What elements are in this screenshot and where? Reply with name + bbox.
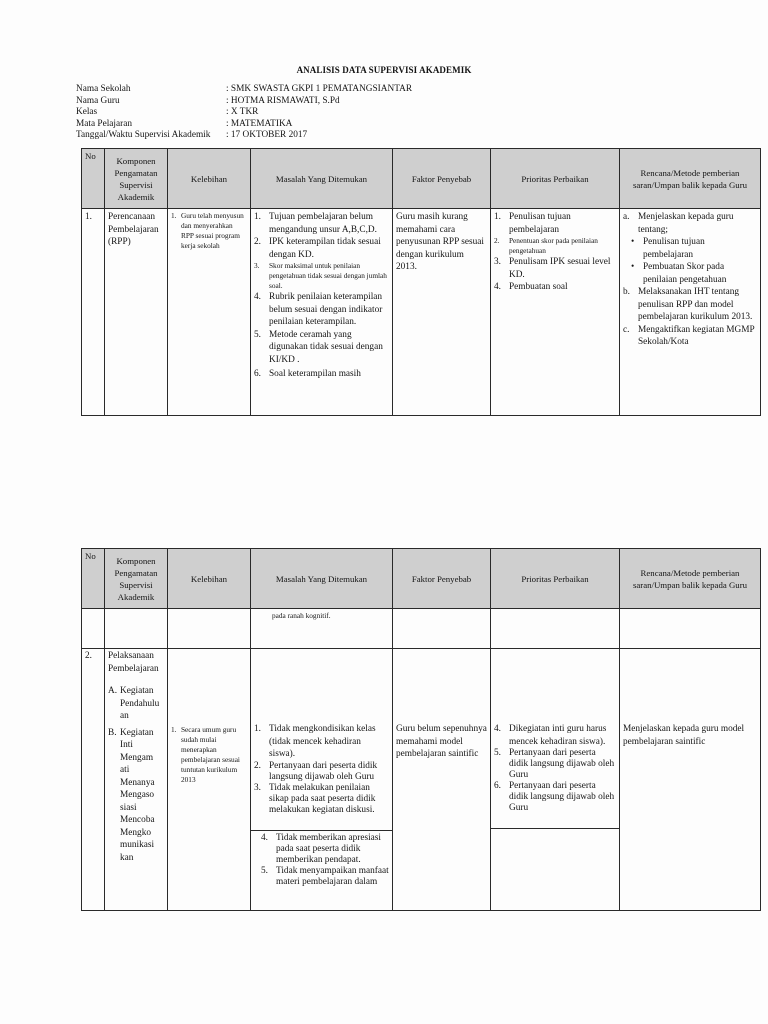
- table-row: [82, 609, 761, 649]
- prioritas-cell: [491, 649, 620, 911]
- header-prioritas: Prioritas Perbaikan: [491, 149, 620, 209]
- document-title: ANALISIS DATA SUPERVISI AKADEMIK: [296, 65, 472, 75]
- row-number: 2.: [82, 649, 105, 911]
- header-komponen: Komponen Pengamatan Supervisi Akademik: [105, 149, 168, 209]
- header-komponen: Komponen Pengamatan Supervisi Akademik: [105, 549, 168, 609]
- info-row-date: Tanggal/Waktu Supervisi Akademik : 17 OKTOBER 2017: [76, 130, 308, 140]
- row-number: 1.: [82, 209, 105, 416]
- list-item: Mengam ati: [120, 752, 154, 775]
- analysis-table-1: [81, 148, 761, 416]
- bullet-icon: •: [631, 237, 635, 247]
- list-item: 1. Penulisan tujuan pembelajaran: [494, 212, 571, 235]
- rencana-cell: Menjelaskan kepada guru model pembelajaran saintific: [620, 649, 761, 911]
- list-item: 5. Metode ceramah yang digunakan tidak sesuai dengan KI/KD .: [254, 329, 383, 365]
- bullet-icon: •: [631, 262, 635, 272]
- list-item: Mengko munikasi kan: [120, 827, 155, 863]
- komponen-cell: Pelaksanaan Pembelajaran A. Kegiatan Pendahulu an B. Kegiatan Inti Mengam ati Menanya Mengaso siasi Mencoba Mengko munikasi kan: [105, 649, 168, 911]
- list-item: • Pembuatan Skor pada penilaian pengetahuan: [631, 262, 727, 285]
- list-item: c. Mengaktifkan kegiatan MGMP Sekolah/Kota: [623, 324, 755, 347]
- list-item: 2. Penentuan skor pada penilaian pengetahuan: [494, 236, 598, 255]
- list-item: Mencoba: [120, 815, 155, 825]
- list-item: 1. Tujuan pembelajaran belum mengandung unsur A,B,C,D.: [254, 212, 377, 235]
- masalah-cell: [251, 649, 393, 911]
- list-item: b. Melaksanakan IHT tentang penulisan RPP dan model pembelajaran kurikulum 2013.: [623, 287, 753, 322]
- faktor-cell: Guru masih kurang memahami cara penyusunan RPP sesuai dengan kurikulum 2013.: [393, 209, 491, 416]
- list-item: Mengaso siasi: [120, 790, 155, 813]
- list-item: 4. Rubrik penilaian keterampilan belum sesuai dengan indikator penilaian keterampilan.: [254, 292, 383, 327]
- list-item: 4. Dikegiatan inti guru harus mencek kehadiran siswa).: [494, 724, 607, 747]
- header-masalah: Masalah Yang Ditemukan: [251, 149, 393, 209]
- list-item: a. Menjelaskan kepada guru tentang;: [623, 212, 734, 235]
- list-item: 1. Tidak mengkondisikan kelas (tidak mencek kehadiran siswa).: [254, 724, 376, 759]
- table-row: [82, 649, 761, 911]
- komponen-cell: Perencanaan Pembelajaran (RPP): [105, 209, 168, 416]
- list-item: 3. Penulisam IPK sesuai level KD.: [494, 257, 611, 280]
- info-row-class: Kelas : X TKR: [76, 107, 259, 117]
- list-item: 4. Tidak memberikan apresiasi pada saat peserta didik memberikan pendapat.: [261, 832, 381, 865]
- faktor-cell: Guru belum sepenuhnya memahami model pembelajaran saintific: [393, 649, 491, 911]
- list-item: 5. Tidak menyampaikan manfaat materi pembelajaran dalam: [261, 865, 389, 887]
- list-item: 4. Pembuatan soal: [494, 282, 568, 292]
- list-item: • Penulisan tujuan pembelajaran: [631, 237, 705, 260]
- list-item: 5. Pertanyaan dari peserta didik langsung dijawab oleh Guru: [494, 748, 615, 780]
- header-kelebihan: Kelebihan: [168, 549, 251, 609]
- prioritas-cell: [491, 209, 620, 416]
- list-item: 3. Skor maksimal untuk penilaian pengetahuan tidak sesuai dengan jumlah soal.: [254, 261, 387, 290]
- header-faktor: Faktor Penyebab: [393, 549, 491, 609]
- info-row-school: Nama Sekolah : SMK SWASTA GKPI 1 PEMATANGSIANTAR: [76, 84, 413, 94]
- list-item: Menanya: [120, 777, 155, 788]
- table-row: [82, 209, 761, 416]
- header-prioritas: Prioritas Perbaikan: [491, 549, 620, 609]
- header-rencana: Rencana/Metode pemberian saran/Umpan balik kepada Guru: [620, 149, 761, 209]
- list-item: 3. Tidak melakukan penilaian sikap pada saat peserta didik melakukan kegiatan diskusi.: [254, 782, 376, 815]
- identity-block: [76, 84, 412, 142]
- table-header-row: [82, 149, 761, 209]
- info-row-subject: Mata Pelajaran : MATEMATIKA: [76, 118, 293, 129]
- header-kelebihan: Kelebihan: [168, 149, 251, 209]
- masalah-cell: [251, 209, 393, 416]
- info-row-teacher: Nama Guru : HOTMA RISMAWATI, S.Pd: [76, 95, 340, 106]
- header-no: No: [82, 149, 105, 209]
- header-rencana: Rencana/Metode pemberian saran/Umpan balik kepada Guru: [620, 549, 761, 609]
- masalah-continuation: pada ranah kognitif.: [251, 609, 393, 649]
- kelebihan-cell: 1. Guru telah menyusun dan menyerahkan RPP sesuai program kerja sekolah: [168, 209, 251, 416]
- list-item: 6. Soal keterampilan masih: [254, 369, 361, 379]
- kelebihan-cell: 1. Secara umum guru sudah mulai menerapkan pembelajaran sesuai tuntutan kurikulum 2013: [168, 649, 251, 911]
- header-masalah: Masalah Yang Ditemukan: [251, 549, 393, 609]
- rencana-cell: [620, 209, 761, 416]
- header-faktor: Faktor Penyebab: [393, 149, 491, 209]
- list-item: 2. IPK keterampilan tidak sesuai dengan KD.: [254, 237, 381, 260]
- list-item: 2. Pertanyaan dari peserta didik langsung dijawab oleh Guru: [254, 760, 378, 782]
- analysis-table-2: [81, 548, 761, 911]
- table-header-row: [82, 549, 761, 609]
- list-item: 6. Pertanyaan dari peserta didik langsung dijawab oleh Guru: [494, 781, 615, 813]
- header-no: No: [82, 549, 105, 609]
